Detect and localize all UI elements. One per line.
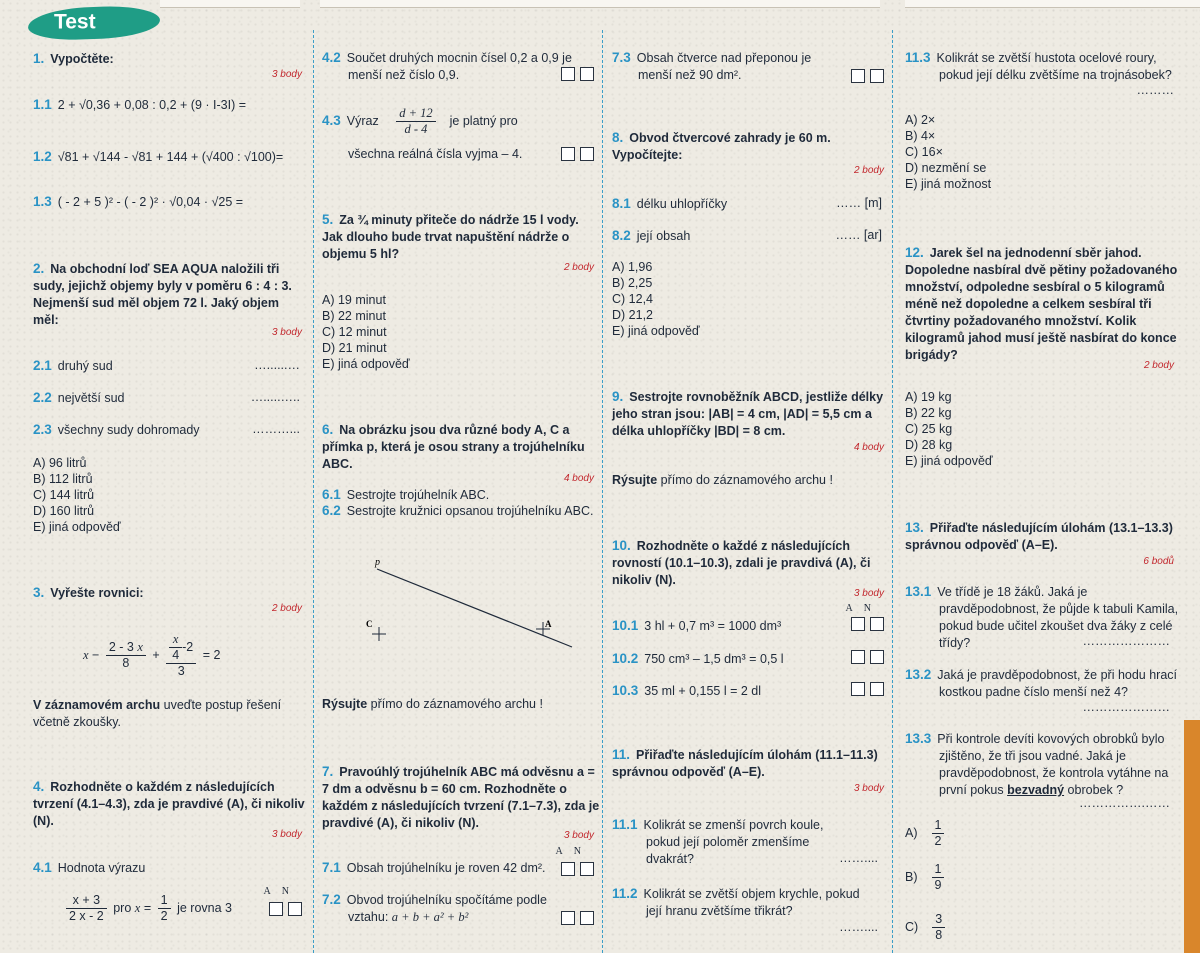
points-label: 3 body	[563, 830, 594, 841]
denominator: 2	[160, 909, 168, 923]
checkbox-a[interactable]	[561, 911, 575, 925]
question-text: délku uhlopříčky	[636, 197, 728, 211]
denominator: 8	[935, 928, 943, 942]
checkbox-n[interactable]	[580, 862, 594, 876]
instruction-text: uveďte postup řešení včetně zkoušky.	[33, 698, 282, 729]
answer-option: B) 4×	[905, 129, 936, 143]
question-number: 11.1	[612, 817, 638, 832]
checkbox-n[interactable]	[580, 147, 594, 161]
question-12	[905, 244, 1180, 364]
an-header: AN	[263, 886, 300, 897]
question-number: 13.3	[905, 731, 932, 746]
question-number: 12.	[905, 245, 924, 260]
question-number: 11.3	[905, 50, 931, 65]
question-11	[612, 746, 890, 781]
column-1	[33, 0, 308, 953]
points-label: 3 body	[271, 829, 302, 840]
answer-boxes	[556, 861, 594, 876]
question-text: Rozhodněte o každé z následujících rovností (10.1–10.3), zdali je pravdivá (A), či nikoliv (N).	[612, 539, 871, 587]
answer-option: D) 160 litrů	[33, 504, 95, 518]
question-text: největší sud	[57, 391, 125, 405]
answer-option: B) 22 kg	[905, 406, 952, 420]
question-6	[322, 421, 600, 473]
answer-blank[interactable]: …… [m]	[836, 196, 882, 210]
denominator: 9	[934, 878, 942, 892]
checkbox-a[interactable]	[851, 69, 865, 83]
question-text: Sestrojte rovnoběžník ABCD, jestliže délky jeho stran jsou: |AB| = 4 cm, |AD| = 5,5 cm a délka uhlopříčky |BD| = 8 cm.	[612, 390, 884, 438]
question-1-2	[33, 148, 308, 166]
instruction-bold: V záznamovém archu	[33, 698, 161, 712]
checkbox-a[interactable]	[269, 902, 283, 916]
points-label: 4 body	[853, 442, 884, 453]
option-letter: C)	[905, 919, 919, 934]
points-label: 2 body	[563, 262, 594, 273]
math-token: x	[137, 640, 143, 654]
question-text: Kolikrát se zvětší objem krychle, pokud její hranu zvětšíme třikrát?	[643, 887, 860, 918]
math-expression: 35 ml + 0,155 l = 2 dl	[644, 684, 762, 698]
question-number: 6.	[322, 422, 334, 437]
checkbox-n[interactable]	[870, 650, 884, 664]
fraction	[932, 912, 945, 943]
question-8-1	[612, 195, 890, 213]
question-5	[322, 211, 600, 263]
question-7	[322, 763, 600, 832]
instruction-text: přímo do záznamového archu !	[657, 473, 833, 487]
question-number: 7.2	[322, 892, 341, 907]
question-number: 10.3	[612, 683, 639, 698]
answer-blank[interactable]: …………….……	[1079, 796, 1170, 810]
page-title: Test	[53, 10, 96, 34]
construct-note	[612, 472, 890, 489]
checkbox-n[interactable]	[580, 67, 594, 81]
checkbox-n[interactable]	[580, 911, 594, 925]
answer-boxes	[264, 901, 302, 916]
checkbox-a[interactable]	[851, 650, 865, 664]
answer-option: A) 96 litrů	[33, 456, 87, 470]
answer-option: A) 19 minut	[322, 293, 386, 307]
checkbox-a[interactable]	[851, 617, 865, 631]
answer-blank[interactable]: …… [ar]	[835, 228, 882, 242]
question-text: Vyřešte rovnici:	[50, 586, 144, 600]
question-number: 8.1	[612, 196, 631, 211]
question-11-1	[612, 816, 860, 868]
question-11-3	[905, 49, 1180, 84]
question-text: Vypočtěte:	[50, 52, 114, 66]
question-8-2	[612, 227, 890, 245]
numerator: d + 12	[396, 106, 435, 122]
question-number: 5.	[322, 212, 334, 227]
denominator: d - 4	[404, 122, 428, 136]
answer-boxes	[846, 616, 884, 631]
geometry-figure	[362, 555, 602, 655]
numerator: 1	[158, 893, 171, 909]
question-number: 10.2	[612, 651, 639, 666]
question-text: Kolikrát se zmenší povrch koule, pokud její poloměr zmenšíme dvakrát?	[643, 818, 824, 866]
question-number: 2.3	[33, 422, 52, 437]
question-1-3	[33, 193, 308, 211]
question-number: 2.1	[33, 358, 52, 373]
math-token: pro	[113, 900, 132, 915]
question-8	[612, 129, 890, 164]
option-letter: B)	[905, 869, 918, 884]
math-expression: 3 hl + 0,7 m³ = 1000 dm³	[644, 619, 782, 633]
question-13-2	[905, 666, 1180, 701]
numerator: 3	[932, 912, 945, 928]
points-label: 2 body	[1143, 360, 1174, 371]
answer-option: E) jiná možnost	[905, 177, 992, 191]
math-expression: √81 + √144 - √81 + 144 + (√400 : √100)=	[57, 150, 284, 164]
math-token: x	[134, 900, 141, 915]
question-text: Kolikrát se zvětší hustota ocelové roury, pokud její délku zvětšíme na trojnásobek?	[936, 51, 1172, 82]
answer-option: B) 2,25	[612, 276, 653, 290]
instruction-bold: Rýsujte	[322, 697, 368, 711]
math-token: je rovna 3	[177, 900, 232, 915]
column-divider	[602, 30, 603, 953]
answer-boxes	[846, 649, 884, 664]
question-number: 3.	[33, 585, 45, 600]
question-number: 4.	[33, 779, 45, 794]
checkbox-a[interactable]	[561, 67, 575, 81]
fraction	[932, 818, 945, 849]
checkbox-n[interactable]	[870, 69, 884, 83]
answer-option: D) 21,2	[612, 308, 653, 322]
option-fraction-b	[905, 862, 1180, 893]
question-text: Obsah čtverce nad přeponou je menší než 90 dm².	[636, 51, 812, 82]
answer-blank[interactable]: …......…	[254, 358, 300, 372]
answer-blank[interactable]: ……....	[839, 920, 878, 934]
answer-option: E) jiná odpověď	[33, 520, 121, 534]
question-text: Jarek šel na jednodenní sběr jahod. Dopoledne nasbíral dvě pětiny požadovaného množství, odpoledne sesbíral o 5 kilogramů méně než dopoledne a celkem sesbíral tři čtvrtiny požadovaného množství. Kolik kilogramů jahod musí ještě nasbírat do konce brigády?	[905, 246, 1178, 362]
math-token: =	[143, 900, 152, 915]
answer-boxes	[556, 146, 594, 161]
column-divider	[313, 30, 314, 953]
question-number: 4.2	[322, 50, 341, 65]
answer-boxes	[556, 66, 594, 81]
question-4-1	[33, 859, 308, 877]
answer-option: E) jiná odpověď	[322, 357, 410, 371]
question-text: Přiřaďte následujícím úlohám (11.1–11.3) správnou odpověď (A–E).	[612, 748, 878, 779]
question-4	[33, 778, 308, 830]
question-2-3	[33, 421, 308, 439]
question-number: 8.	[612, 130, 624, 145]
answer-blank[interactable]: …………………	[1082, 700, 1170, 714]
label-c: C	[366, 619, 373, 629]
answer-option: B) 112 litrů	[33, 472, 93, 486]
question-text: Jaká je pravděpodobnost, že při hodu hrací kostkou padne číslo menší než 4?	[937, 668, 1178, 699]
column-3	[612, 0, 890, 953]
answer-option: A) 1,96	[612, 260, 653, 274]
column-divider	[892, 30, 893, 953]
answer-option: C) 16×	[905, 145, 943, 159]
option-letter: A)	[905, 825, 918, 840]
fraction	[932, 862, 945, 893]
points-label: 3 body	[271, 69, 302, 80]
math-token: +	[152, 647, 160, 662]
question-text: Pravoúhlý trojúhelník ABC má odvěsnu a = 7 dm a odvěsnu b = 60 cm. Rozhodněte o každém z následujících tvrzení (7.1–7.3), zda je pravdivé (A), či nikoliv (N).	[322, 765, 600, 830]
points-label: 3 body	[853, 783, 884, 794]
denominator: 8	[122, 656, 130, 670]
question-10	[612, 537, 890, 589]
question-4-3	[322, 106, 600, 137]
checkbox-a[interactable]	[561, 862, 575, 876]
question-13-3	[905, 730, 1180, 799]
numerator: x + 3	[66, 893, 107, 909]
question-number: 4.3	[322, 112, 341, 128]
fraction	[106, 640, 146, 671]
question-text: druhý sud	[57, 359, 113, 373]
checkbox-n[interactable]	[870, 617, 884, 631]
question-text: její obsah	[636, 229, 691, 243]
question-number: 11.2	[612, 886, 638, 901]
answer-blank[interactable]: ….....…..	[250, 390, 300, 404]
column-2	[322, 0, 600, 953]
question-number: 11.	[612, 747, 631, 762]
numerator: x	[169, 632, 182, 648]
points-label: 6 bodů	[1143, 556, 1174, 567]
question-text: Obvod trojúhelníku spočítáme podle vztahu:	[346, 893, 547, 924]
question-number: 13.1	[905, 584, 932, 599]
question-number: 4.1	[33, 860, 52, 875]
fraction	[158, 893, 171, 924]
answer-boxes	[846, 681, 884, 696]
label-a: A	[545, 619, 552, 629]
question-number: 1.2	[33, 149, 52, 164]
question-number: 7.1	[322, 860, 341, 875]
question-number: 13.	[905, 520, 924, 535]
question-text: obrobek ?	[1064, 783, 1124, 797]
answer-option: A) 19 kg	[905, 390, 952, 404]
checkbox-a[interactable]	[561, 147, 575, 161]
math-token: -2	[182, 639, 194, 654]
question-2-1	[33, 357, 308, 375]
numerator	[106, 640, 146, 656]
options-11	[905, 112, 1180, 192]
math-token: −	[92, 647, 100, 662]
points-label: 3 body	[271, 327, 302, 338]
options-5	[322, 292, 600, 372]
denominator: 2	[934, 834, 942, 848]
points-label: 2 body	[853, 165, 884, 176]
answer-option: B) 22 minut	[322, 309, 386, 323]
math-token: 2 - 3	[108, 640, 134, 654]
question-9	[612, 388, 890, 440]
options-8	[612, 259, 890, 339]
fraction	[166, 632, 196, 679]
question-number: 9.	[612, 389, 624, 404]
answer-option: D) 28 kg	[905, 438, 953, 452]
answer-blank[interactable]: ……....	[839, 851, 878, 865]
question-text: Za ¾ minuty přiteče do nádrže 15 l vody. Jak dlouho bude trvat napuštění nádrže o objemu 5 hl?	[322, 213, 579, 261]
question-number: 6.1	[322, 487, 341, 502]
answer-option: A) 2×	[905, 113, 936, 127]
question-3-note	[33, 697, 308, 731]
numerator: 1	[932, 818, 945, 834]
instruction-bold: Rýsujte	[612, 473, 658, 487]
denominator: 2 x - 2	[69, 909, 104, 923]
question-text: Obvod čtvercové zahrady je 60 m. Vypočítejte:	[612, 131, 831, 162]
question-6-2	[322, 502, 600, 520]
question-number: 6.2	[322, 503, 341, 518]
answer-option: C) 12,4	[612, 292, 653, 306]
question-text: Na obchodní loď SEA AQUA naložili tři sudy, jejichž objemy byly v poměru 6 : 4 : 3. Nejmenší sud měl objem 72 l. Jaký objem měl:	[33, 262, 292, 327]
label-p: p	[375, 557, 380, 568]
question-number: 2.	[33, 261, 45, 276]
denominator: 4	[172, 648, 180, 662]
question-number: 10.	[612, 538, 631, 553]
points-label: 2 body	[271, 603, 302, 614]
an-header: AN	[845, 603, 882, 614]
question-text: všechny sudy dohromady	[57, 423, 200, 437]
question-2	[33, 260, 308, 329]
question-text: Sestrojte trojúhelník ABC.	[346, 488, 490, 502]
math-token: = 2	[202, 647, 221, 662]
option-fraction-a	[905, 818, 1180, 849]
question-number: 1.1	[33, 97, 52, 112]
question-7-2	[322, 891, 550, 926]
question-3	[33, 584, 308, 602]
question-text: Výraz	[346, 113, 379, 128]
question-number: 2.2	[33, 390, 52, 405]
fraction	[396, 106, 435, 137]
question-text: Součet druhých mocnin čísel 0,2 a 0,9 je menší než číslo 0,9.	[346, 51, 572, 82]
options-12	[905, 389, 1180, 469]
formula: a + b + a² + b²	[391, 910, 469, 924]
column-4	[905, 0, 1180, 953]
checkbox-n[interactable]	[288, 902, 302, 916]
answer-option: E) jiná odpověď	[612, 324, 700, 338]
math-expression: 2 + √0,36 + 0,08 : 0,2 + (9 · I-3I) =	[57, 98, 247, 112]
question-text: je platný pro	[449, 113, 518, 128]
numerator: 1	[932, 862, 945, 878]
question-number: 13.2	[905, 667, 932, 682]
question-number: 7.	[322, 764, 334, 779]
numerator	[166, 632, 196, 664]
question-1-1	[33, 96, 308, 114]
answer-blank[interactable]: ………...	[252, 422, 300, 436]
math-token: x	[83, 647, 89, 662]
question-text: Přiřaďte následujícím úlohám (13.1–13.3) správnou odpověď (A–E).	[905, 521, 1173, 552]
math-expression: 750 cm³ – 1,5 dm³ = 0,5 l	[644, 652, 784, 666]
question-number: 7.3	[612, 50, 631, 65]
options-2	[33, 455, 308, 535]
denominator: 3	[177, 664, 185, 678]
equation	[83, 632, 308, 679]
instruction-text: přímo do záznamového archu !	[367, 697, 543, 711]
answer-option: D) 21 minut	[322, 341, 387, 355]
question-7-3	[612, 49, 840, 84]
question-number: 1.	[33, 51, 45, 66]
question-text: Obsah trojúhelníku je roven 42 dm².	[346, 861, 546, 875]
question-text: Při kontrole devíti kovových obrobků bylo zjištěno, že tři jsou vadné. Jaká je pravděpodobnost, že kontrola vytáhne na první pokus	[937, 732, 1169, 797]
question-2-2	[33, 389, 308, 407]
answer-blank[interactable]: …………………	[1082, 634, 1170, 648]
answer-option: C) 144 litrů	[33, 488, 95, 502]
question-text: Rozhodněte o každém z následujících tvrzení (4.1–4.3), zda je pravdivé (A), či nikoliv (N).	[33, 780, 305, 828]
question-text: Na obrázku jsou dva různé body A, C a přímka p, která je osou strany a trojúhelníku ABC.	[322, 423, 585, 471]
fraction	[169, 632, 182, 663]
question-text: všechna reálná čísla vyjma – 4.	[348, 147, 523, 161]
option-fraction-c	[905, 912, 1180, 943]
question-number: 1.3	[33, 194, 52, 209]
question-text: Sestrojte kružnici opsanou trojúhelníku ABC.	[346, 504, 594, 518]
answer-option: C) 12 minut	[322, 325, 387, 339]
checkbox-a[interactable]	[851, 682, 865, 696]
checkbox-n[interactable]	[870, 682, 884, 696]
answer-boxes	[846, 68, 884, 83]
answer-option: D) nezmění se	[905, 161, 987, 175]
question-11-2	[612, 885, 860, 920]
answer-option: E) jiná odpověď	[905, 454, 993, 468]
question-number: 8.2	[612, 228, 631, 243]
answer-blank[interactable]: ………	[1136, 83, 1174, 97]
question-text: Ve třídě je 18 žáků. Jaká je pravděpodobnost, že půjde k tabuli Kamila, pokud bude učitel zkoušet dva žáky z celé třídy?	[937, 585, 1179, 650]
page-edge-tab	[1184, 720, 1200, 953]
construct-note	[322, 696, 600, 713]
question-number: 10.1	[612, 618, 639, 633]
question-1	[33, 50, 308, 68]
math-expression: ( - 2 + 5 )² - ( - 2 )² · √0,04 · √25 =	[57, 195, 244, 209]
emphasis: bezvadný	[1007, 783, 1065, 797]
answer-boxes	[556, 910, 594, 925]
question-text: Hodnota výrazu	[57, 861, 146, 875]
question-13	[905, 519, 1180, 554]
an-header: AN	[555, 846, 592, 857]
points-label: 4 body	[563, 473, 594, 484]
fraction	[66, 893, 107, 924]
answer-option: C) 25 kg	[905, 422, 953, 436]
points-label: 3 body	[853, 588, 884, 599]
